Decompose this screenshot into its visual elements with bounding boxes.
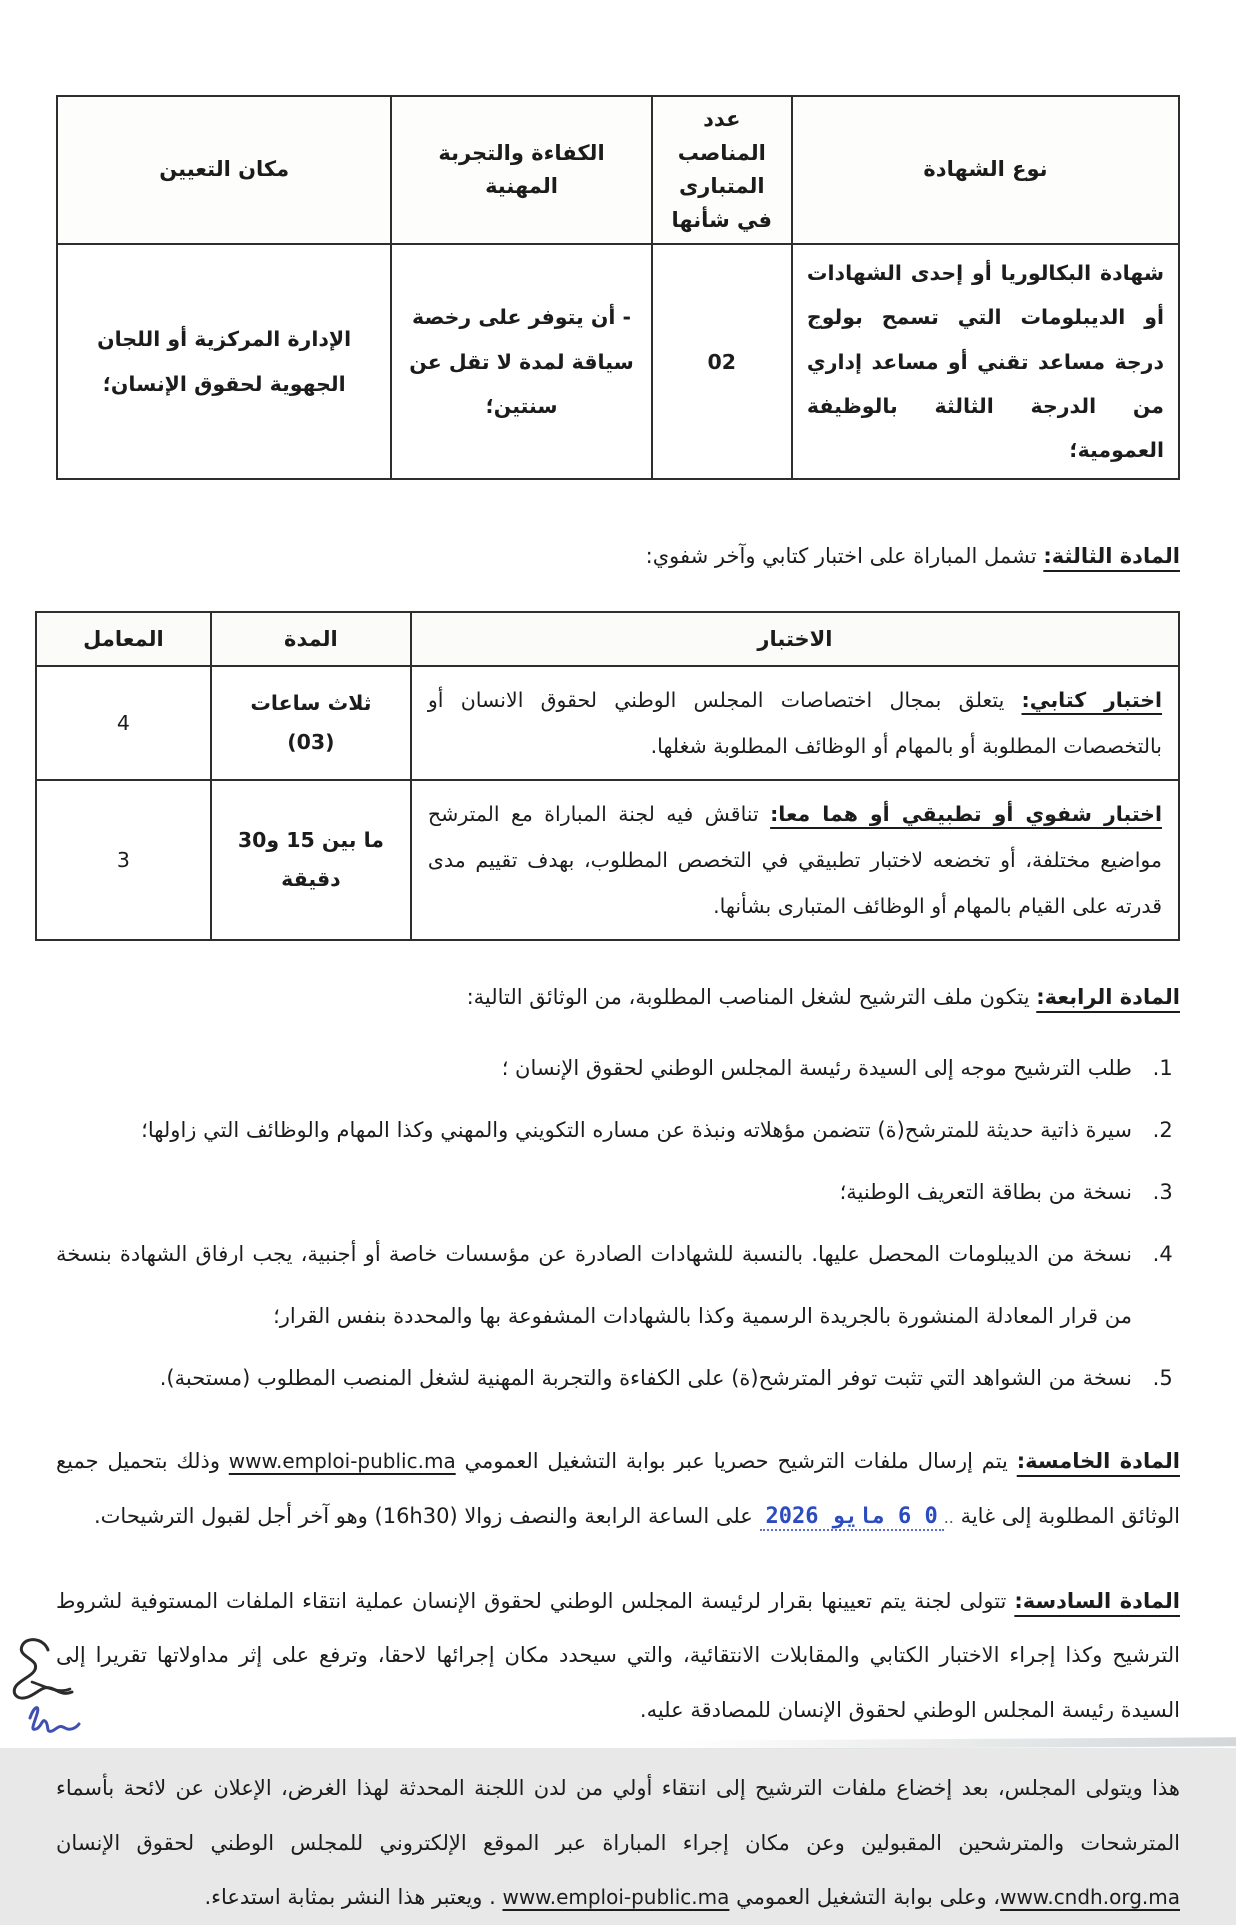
requirements-table <box>56 95 1180 480</box>
article-6 <box>56 1574 1180 1738</box>
article-5 <box>56 1434 1180 1546</box>
header-assignment-location: مكان التعيين <box>57 96 391 244</box>
header-positions-count: عدد المناصب المتبارى في شأنها <box>652 96 792 244</box>
written-exam-label: اختبار كتابي: <box>1021 687 1163 712</box>
list-item-cv: 2. سيرة ذاتية حديثة للمترشح(ة) تتضمن مؤهلاته ونبذة عن مساره التكويني والمهني وكذا المهام والوظائف التي زاولها؛ <box>56 1100 1146 1162</box>
signature-paraph <box>4 1634 124 1746</box>
header-competence-experience: الكفاءة والتجربة المهنية <box>391 96 651 244</box>
cell-oral-exam <box>411 780 1179 940</box>
exams-table <box>35 611 1180 942</box>
signature-blue-stroke <box>30 1708 79 1732</box>
article-5-text-3a: على الساعة الرابعة والنصف زوالا <box>457 1504 760 1529</box>
closing-text-1: هذا ويتولى المجلس، بعد إخضاع ملفات الترشيح إلى انتقاء أولي من لدن اللجنة المحدثة لهذا الغرض، الإعلان عن لائحة بأسماء المترشحات والمترشحين المقبولين وعن مكان إجراء المباراة عبر الموقع الإلكتروني للمجلس الوطني لحقوق الإنسان <box>56 1776 1180 1855</box>
header-exam: الاختبار <box>411 612 1179 666</box>
article-6-text: تتولى لجنة يتم تعيينها بقرار لرئيسة المجلس الوطني لحقوق الإنسان عملية انتقاء الملفات المستوفية لشروط الترشيح وكذا إجراء الاختبار الكتابي والمقابلات الانتقائية، والتي سيحدد مكان إجرائها لاحقا، وترفع على إثر مداولاتها تقريرا إلى السيدة رئيسة المجلس الوطني لحقوق الإنسان للمصادقة عليه. <box>56 1588 1180 1722</box>
cell-oral-duration: ما بين 15 و30 دقيقة <box>211 780 411 940</box>
deadline-time: (16h30) <box>374 1504 458 1529</box>
header-certificate-type: نوع الشهادة <box>792 96 1179 244</box>
documents-list <box>56 1038 1180 1410</box>
exams-table-header-row <box>36 612 1179 666</box>
signature-black-tail <box>32 1682 70 1691</box>
article-5-text-1: يتم إرسال ملفات الترشيح حصريا عبر بوابة التشغيل العمومي <box>455 1448 1017 1473</box>
header-coefficient: المعامل <box>36 612 211 666</box>
emploi-public-link-2[interactable]: www.emploi-public.ma <box>502 1885 730 1910</box>
article-4-text: يتكون ملف الترشيح لشغل المناصب المطلوبة، من الوثائق التالية: <box>466 985 1037 1010</box>
article-3 <box>56 526 1180 587</box>
cell-written-exam <box>411 666 1179 780</box>
article-6-label: المادة السادسة: <box>1014 1588 1181 1613</box>
list-item-experience-certificates: 5. نسخة من الشواهد التي تثبت توفر المترشح(ة) على الكفاءة والتجربة المهنية لشغل المنصب المطلوب (مستحبة). <box>56 1348 1146 1410</box>
closing-text-2: ، وعلى بوابة التشغيل العمومي <box>729 1885 1001 1910</box>
cell-written-duration: ثلاث ساعات (03) <box>211 666 411 780</box>
article-5-label: المادة الخامسة: <box>1016 1448 1180 1473</box>
closing-paragraph <box>56 1761 1180 1925</box>
exam-row-written <box>36 666 1179 780</box>
exam-row-oral <box>36 780 1179 940</box>
deadline-stamp-date: 0 6 مايو 2026 <box>760 1504 944 1531</box>
article-3-label: المادة الثالثة: <box>1043 543 1180 568</box>
list-item-application-request: 1. طلب الترشيح موجه إلى السيدة رئيسة المجلس الوطني لحقوق الإنسان ؛ <box>56 1038 1146 1100</box>
cell-positions-count: 02 <box>652 244 792 478</box>
oral-exam-label: اختبار شفوي أو تطبيقي أو هما معا: <box>770 801 1162 826</box>
article-4 <box>56 967 1180 1028</box>
oral-exam-text: تناقش فيه لجنة المباراة مع المترشح مواضيع مختلفة، أو تخضعه لاختبار تطبيقي في التخصص المطلوب، بهدف تقييم مدى قدرته على القيام بالمهام أو الوظائف المتبارى بشأنها. <box>427 801 1162 919</box>
cell-competence-experience: - أن يتوفر على رخصة سياقة لمدة لا تقل عن سنتين؛ <box>391 244 651 478</box>
article-5-text-3b: وهو آخر أجل لقبول الترشيحات. <box>93 1504 375 1529</box>
closing-text-3: . ويعتبر هذا النشر بمثابة استدعاء. <box>204 1885 503 1910</box>
cndh-link[interactable]: www.cndh.org.ma <box>1000 1885 1180 1910</box>
cell-certificate-type: شهادة البكالوريا أو إحدى الشهادات أو الديبلومات التي تسمح بولوج درجة مساعد تقني أو مساعد إداري من الدرجة الثالثة بالوظيفة العمومية؛ <box>792 244 1179 478</box>
list-item-diplomas-copy: 4. نسخة من الديبلومات المحصل عليها. بالنسبة للشهادات الصادرة عن مؤسسات خاصة أو أجنبية، يجب ارفاق الشهادة بنسخة من قرار المعادلة المنشورة بالجريدة الرسمية وكذا بالشهادات المشفوعة بها والمحددة بنفس القرار؛ <box>56 1224 1146 1348</box>
list-item-id-card-copy: 3. نسخة من بطاقة التعريف الوطنية؛ <box>56 1162 1146 1224</box>
article-5-text-2: وذلك بتحميل جميع الوثائق المطلوبة إلى غاية <box>56 1448 1180 1529</box>
cell-written-coefficient: 4 <box>36 666 211 780</box>
scan-artifact <box>676 1737 1236 1749</box>
cell-assignment-location: الإدارة المركزية أو اللجان الجهوية لحقوق الإنسان؛ <box>57 244 391 478</box>
requirements-table-header-row <box>57 96 1179 244</box>
requirements-table-row <box>57 244 1179 478</box>
cell-oral-coefficient: 3 <box>36 780 211 940</box>
header-duration: المدة <box>211 612 411 666</box>
emploi-public-link[interactable]: www.emploi-public.ma <box>228 1448 456 1473</box>
deadline-dots: .. <box>943 1508 954 1528</box>
article-4-label: المادة الرابعة: <box>1036 985 1180 1010</box>
written-exam-text: يتعلق بمجال اختصاصات المجلس الوطني لحقوق الانسان أو بالتخصصات المطلوبة أو بالمهام أو الوظائف المطلوبة شغلها. <box>427 687 1162 758</box>
article-3-text: تشمل المباراة على اختبار كتابي وآخر شفوي: <box>645 543 1044 568</box>
